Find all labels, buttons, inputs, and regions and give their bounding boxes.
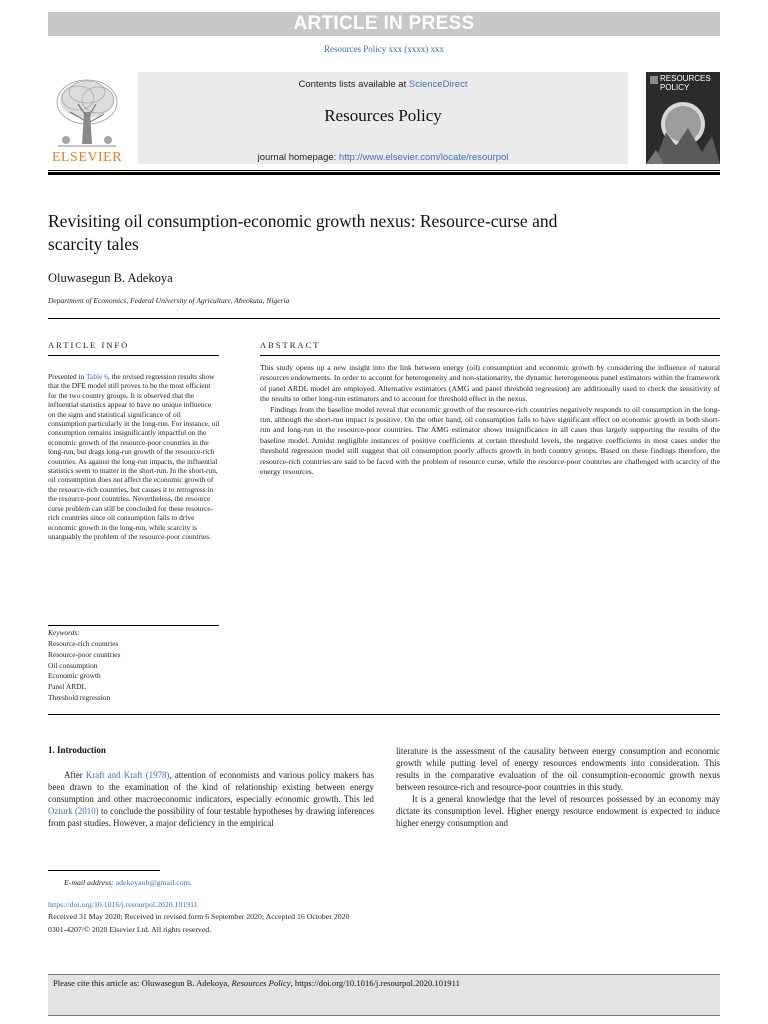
affiliation-rule: [48, 318, 720, 319]
footnote-rule: [48, 870, 160, 871]
cover-title: [660, 74, 720, 92]
abstract-paragraph-1: This study opens up a new insight into the link between energy (oil) consumption and economic growth by considering the influence of natural resources endowments. In order to account for heterogeneity and non-stationarity, the dynamic heterogeneous panel estimators within the framework of panel ARDL model are employed. Alternative estimators (AMG and panel threshold regression) are additionally used to check the sensitivity of the results to other long-run estimators and to account for threshold effect in the nexus.: [260, 363, 720, 404]
keyword-item: Economic growth: [48, 671, 101, 681]
cite-prefix: Please cite this article as: Oluwasegun B. Adekoya,: [53, 978, 232, 988]
title-line1: Revisiting oil consumption-economic growth nexus: Resource-curse and: [48, 211, 558, 231]
keywords-heading: Keywords:: [48, 628, 80, 637]
email-label: E-mail address:: [64, 878, 116, 887]
keywords-list: [48, 639, 120, 704]
article-info-text: [48, 372, 220, 541]
journal-reference[interactable]: Resources Policy xxx (xxxx) xxx: [324, 44, 444, 54]
introduction-left-column: [48, 769, 374, 829]
article-info-heading: ARTICLE INFO: [48, 340, 130, 350]
intro-text-b: , attention of economists and various policy makers has been drawn to the examination of the kind of relationship existing between energy consumption and other macroeconomic indicators, especially economic growth. This led: [48, 770, 374, 804]
cover-title-line2: POLICY: [660, 83, 690, 92]
intro-right-paragraph-2: It is a general knowledge that the level of resources possessed by an economy may dictate its consumption level. Higher energy resource endowment is expected to induce higher energy consumption and: [396, 794, 720, 828]
journal-name: Resources Policy: [324, 106, 442, 125]
keyword-item: Resource-rich countries: [48, 639, 119, 648]
introduction-right-column: [396, 745, 720, 829]
article-in-press-banner: [48, 12, 720, 36]
info-text-body: , the revised regression results show that the DFE model still proves to be the most efficient for the two country groups. It is observed that the influential statistics appear to have no unique influence on the signs and statistical significance of oil consumption particularly in the long-run. For instance, oil consumption remains insignificantly impactful on the economic growth of the resource-poor countries in the long-run, but drags long-run growth of the resource-rich countries. As against the long-run impacts, the influential statistics seem to matter in the short-run. In the short-run, oil consumption does not affect the economic growth of the resource-rich countries, but causes it to retrogress in the resource-poor countries. Nevertheless, the resource curse problem can still be concluded for these resource-rich countries since oil consumption fails to drive economic growth in the long-run, while scarcity is unarguably the problem of the resource-poor countries.: [48, 372, 220, 541]
email-link[interactable]: adekoyaob@gmail.com: [115, 878, 190, 887]
body-rule: [48, 714, 720, 715]
keyword-item: Threshold regression: [48, 692, 111, 702]
author-name: Oluwasegun B. Adekoya: [48, 271, 173, 285]
ozturk-citation-link[interactable]: Ozturk (2010): [48, 806, 99, 816]
cite-suffix: , https://doi.org/10.1016/j.resourpol.2020.101911: [290, 978, 460, 988]
intro-text-c: to conclude the possibility of four testable hypotheses by drawing inferences from past studies. However, a major deficiency in the empirical: [48, 806, 374, 828]
article-title: [48, 210, 648, 256]
contents-prefix: Contents lists available at: [298, 79, 409, 90]
keywords-rule: [48, 625, 219, 626]
kraft-citation-link[interactable]: Kraft and Kraft (1978): [85, 770, 170, 780]
homepage-link[interactable]: http://www.elsevier.com/locate/resourpol: [338, 152, 509, 163]
keyword-item: Panel ARDL: [48, 682, 86, 692]
info-text-prefix: Presented in: [48, 372, 87, 381]
sciencedirect-link[interactable]: ScienceDirect: [408, 79, 468, 90]
header-rule-thick: [48, 172, 720, 175]
abstract-body: [260, 363, 720, 477]
copyright-line: 0301-4207/© 2020 Elsevier Ltd. All rights reserved.: [48, 925, 212, 934]
table-6-link[interactable]: Table 6: [86, 372, 108, 381]
banner-text: ARTICLE IN PRESS: [293, 13, 475, 34]
email-footnote: [64, 878, 192, 887]
doi-link[interactable]: https://doi.org/10.1016/j.resourpol.2020.101911: [48, 900, 198, 909]
intro-text-a: After: [64, 770, 86, 780]
abstract-rule: [260, 355, 720, 356]
intro-right-paragraph-1: literature is the assessment of the causality between energy consumption and economic growth while putting level of energy resources endowments into consideration. This results in the comparative evaluation of the oil consumption-economic growth nexus between resource-rich and resource-poor countries in this study.: [396, 746, 720, 792]
cite-journal: Resources Policy: [231, 978, 291, 988]
header-rule-thin: [48, 170, 720, 171]
homepage-label: journal homepage:: [257, 152, 339, 163]
journal-homepage-line: [138, 152, 628, 163]
abstract-heading: ABSTRACT: [260, 340, 321, 350]
title-line2: scarcity tales: [48, 234, 139, 254]
cover-title-line1: RESOURCES: [660, 74, 711, 83]
contents-line: [138, 79, 628, 90]
received-dates: Received 31 May 2020; Received in revised form 6 September 2020; Accepted 16 October 2020: [48, 912, 350, 921]
author-affiliation: Department of Economics, Federal University of Agriculture, Abeokuta, Nigeria: [48, 296, 290, 305]
keyword-item: Oil consumption: [48, 660, 98, 670]
elsevier-wordmark: ELSEVIER: [51, 150, 123, 165]
abstract-paragraph-2: Findings from the baseline model reveal that economic growth of the resource-rich countries negatively responds to oil consumption in the long-run, although the short-run impact is positive. On the other hand, oil consumption fails to have significant effect on economic growth in both short-run and long-run in the resource-poor countries. The AMG estimator shows insignificance in all cases thus largely supporting the results of the baseline model. Amidst negligible instances of positive coefficients at certain threshold levels, the negative coefficients in most cases under the threshold regression model still suggest that oil consumption poorly affects growth in both country groups. Based on these findings therefore, the resource-rich countries are said to be faced with the problem of resource curse, while the resource-poor countries are challenged with scarcity of the energy resources.: [260, 404, 720, 477]
email-end: .: [189, 878, 192, 887]
article-info-rule: [48, 355, 219, 356]
cite-text: [53, 978, 460, 988]
keyword-item: Resource-poor countries: [48, 649, 121, 659]
introduction-heading: 1. Introduction: [48, 745, 106, 755]
intro-paragraph-1: [48, 769, 374, 829]
